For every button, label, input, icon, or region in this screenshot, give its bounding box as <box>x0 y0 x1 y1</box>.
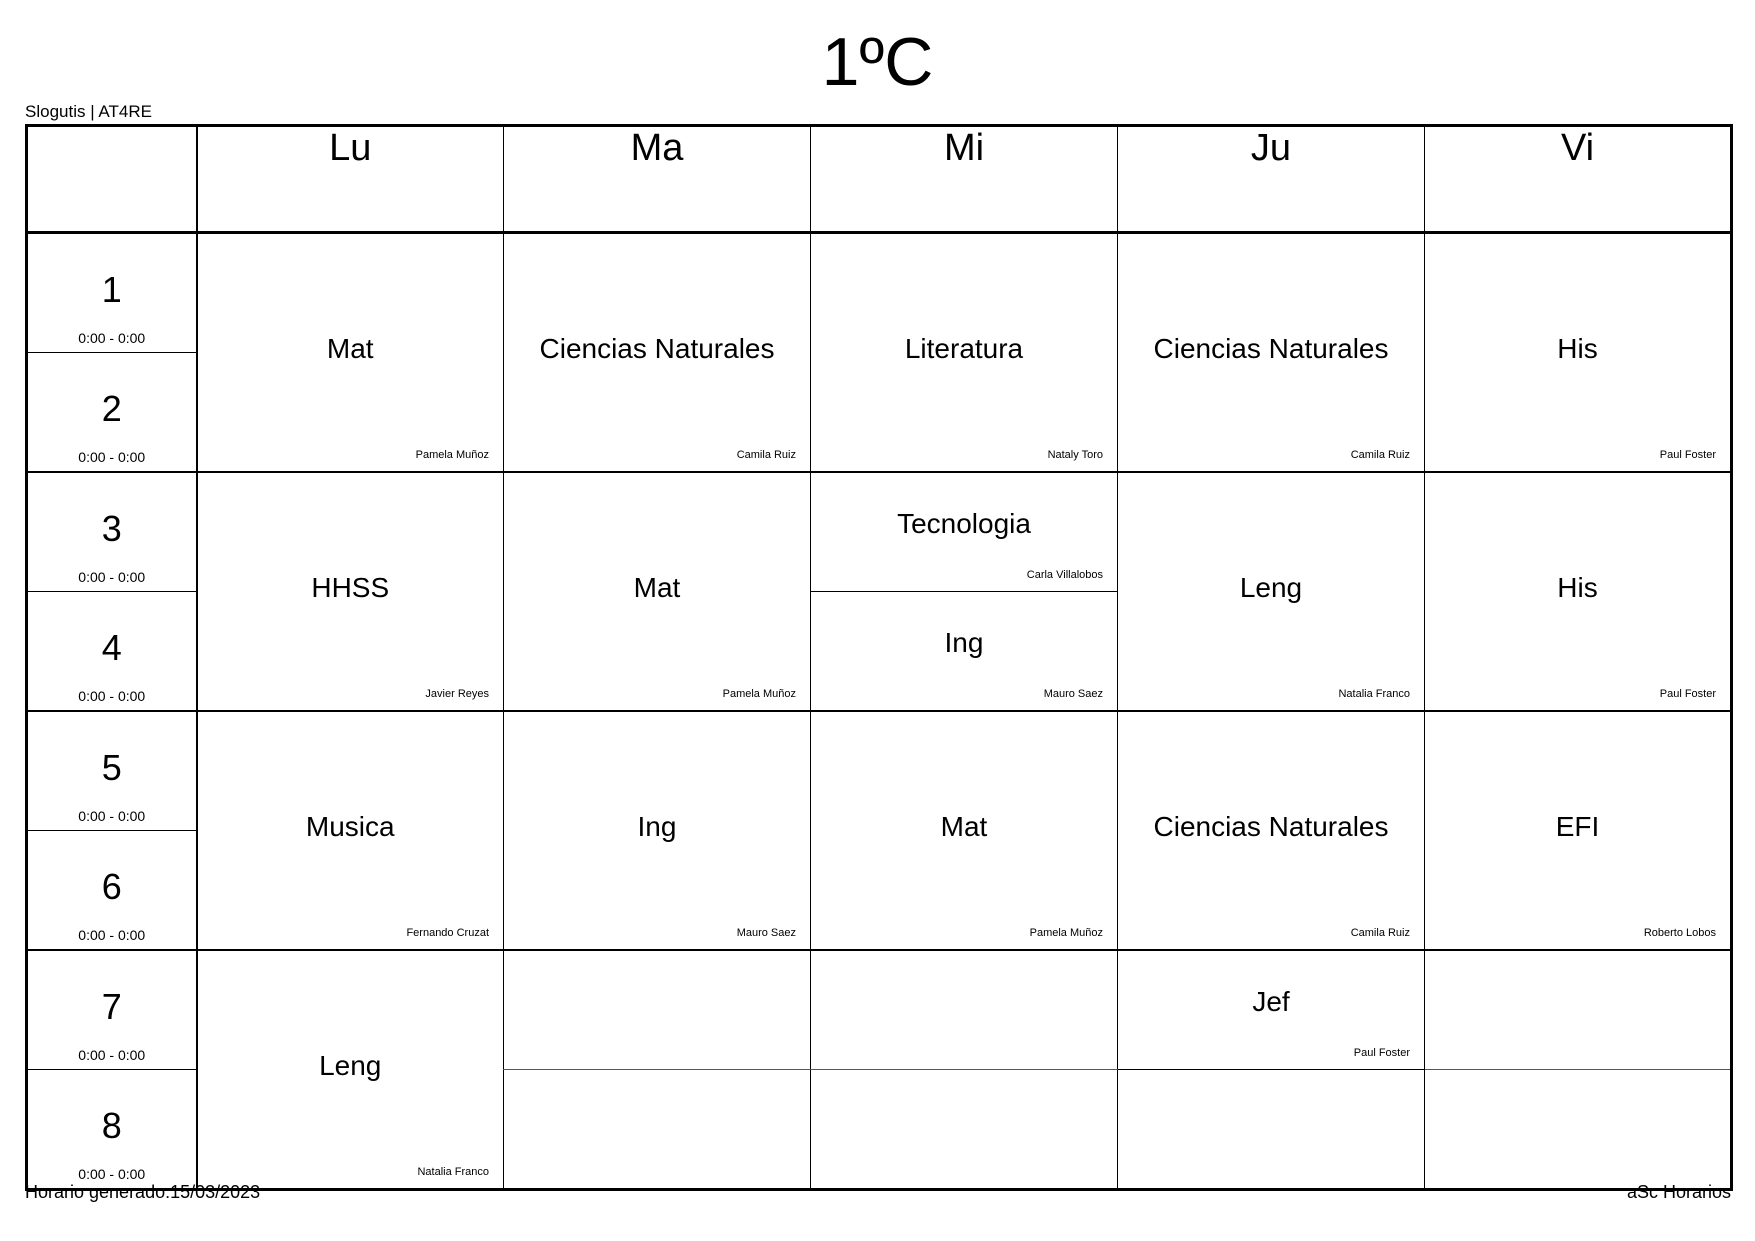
period-number: 4 <box>101 627 122 668</box>
period-time: 0:00 - 0:00 <box>78 1047 146 1063</box>
timetable <box>25 124 1733 1191</box>
lesson-subject: Ing <box>637 810 677 842</box>
lesson-cell-ma-56[interactable] <box>504 711 811 950</box>
period-time: 0:00 - 0:00 <box>78 330 146 346</box>
period-cell-1 <box>27 233 197 353</box>
lesson-cell-ma-34[interactable] <box>504 472 811 711</box>
lesson-teacher: Camila Ruiz <box>736 449 796 461</box>
lesson-teacher: Paul Foster <box>1353 1047 1410 1059</box>
period-number: 7 <box>101 986 122 1027</box>
period-cell-6 <box>27 831 197 951</box>
lesson-subject: Musica <box>305 810 395 842</box>
empty-cell-mi-8[interactable] <box>811 1070 1118 1190</box>
lesson-subject: Mat <box>326 332 374 364</box>
lesson-teacher: Camila Ruiz <box>1350 927 1410 939</box>
lesson-teacher: Paul Foster <box>1659 688 1716 700</box>
lesson-cell-ma-12[interactable] <box>504 233 811 473</box>
lesson-teacher: Paul Foster <box>1659 449 1716 461</box>
lesson-cell-vi-56[interactable] <box>1425 711 1732 950</box>
lesson-teacher: Roberto Lobos <box>1643 927 1716 939</box>
lesson-cell-lu-56[interactable] <box>197 711 504 950</box>
lesson-subject: HHSS <box>311 571 390 603</box>
day-header-vi: Vi <box>1425 126 1732 233</box>
lesson-cell-ju-56[interactable] <box>1118 711 1425 950</box>
school-label: Slogutis | AT4RE <box>25 102 152 121</box>
period-row <box>27 711 1732 831</box>
day-header-lu: Lu <box>197 126 504 233</box>
lesson-teacher: Mauro Saez <box>736 927 796 939</box>
lesson-cell-mi-12[interactable] <box>811 233 1118 473</box>
period-time: 0:00 - 0:00 <box>78 808 146 824</box>
lesson-cell-lu-78[interactable] <box>197 950 504 1190</box>
empty-cell-ma-8[interactable] <box>504 1070 811 1190</box>
lesson-subject: Jef <box>1252 986 1290 1017</box>
lesson-teacher: Pamela Muñoz <box>415 449 489 461</box>
lesson-subject: Ciencias Naturales <box>1153 332 1389 364</box>
period-number: 5 <box>101 747 122 788</box>
lesson-subject: EFI <box>1555 810 1600 842</box>
lesson-subject: Literatura <box>904 332 1024 364</box>
period-row <box>27 472 1732 592</box>
lesson-cell-lu-34[interactable] <box>197 472 504 711</box>
lesson-teacher: Natalia Franco <box>1338 688 1410 700</box>
period-number: 6 <box>101 866 122 907</box>
lesson-teacher: Mauro Saez <box>1043 688 1103 700</box>
lesson-subject: Ciencias Naturales <box>539 332 775 364</box>
day-header-ju: Ju <box>1118 126 1425 233</box>
period-number: 1 <box>101 269 122 310</box>
period-number: 2 <box>101 388 122 429</box>
period-row <box>27 233 1732 353</box>
lesson-teacher: Javier Reyes <box>425 688 489 700</box>
period-number: 8 <box>101 1105 122 1146</box>
lesson-teacher: Pamela Muñoz <box>1029 927 1103 939</box>
lesson-subject: His <box>1557 332 1598 364</box>
lesson-cell-ju-7[interactable] <box>1118 950 1425 1070</box>
empty-cell-ma-7[interactable] <box>504 950 811 1070</box>
lesson-subject: Mat <box>633 571 681 603</box>
page-title: 1ºC <box>821 24 934 100</box>
period-time: 0:00 - 0:00 <box>78 1166 146 1182</box>
lesson-subject: Ing <box>944 627 984 658</box>
period-number: 3 <box>101 508 122 549</box>
lesson-cell-mi-56[interactable] <box>811 711 1118 950</box>
lesson-cell-ju-34[interactable] <box>1118 472 1425 711</box>
lesson-teacher: Pamela Muñoz <box>722 688 796 700</box>
empty-cell-mi-7[interactable] <box>811 950 1118 1070</box>
period-time: 0:00 - 0:00 <box>78 569 146 585</box>
lesson-cell-vi-34[interactable] <box>1425 472 1732 711</box>
lesson-teacher: Fernando Cruzat <box>406 927 489 939</box>
lesson-teacher: Natalia Franco <box>417 1166 489 1178</box>
lesson-cell-lu-12[interactable] <box>197 233 504 473</box>
lesson-cell-mi-4[interactable] <box>811 592 1118 712</box>
lesson-subject: Leng <box>319 1049 382 1081</box>
lesson-teacher: Nataly Toro <box>1047 449 1103 461</box>
app-credit: aSc Horarios <box>1626 1182 1731 1202</box>
period-time: 0:00 - 0:00 <box>78 927 146 943</box>
period-time: 0:00 - 0:00 <box>78 449 146 465</box>
corner-cell <box>27 126 197 233</box>
period-cell-2 <box>27 353 197 473</box>
period-time: 0:00 - 0:00 <box>78 688 146 704</box>
lesson-subject: Mat <box>940 810 988 842</box>
day-header-row <box>27 126 1732 233</box>
period-cell-8 <box>27 1070 197 1190</box>
lesson-teacher: Camila Ruiz <box>1350 449 1410 461</box>
lesson-subject: Tecnologia <box>897 508 1031 539</box>
period-row <box>27 950 1732 1070</box>
generated-date: Horario generado:15/03/2023 <box>25 1182 261 1202</box>
period-cell-7 <box>27 950 197 1070</box>
lesson-cell-vi-12[interactable] <box>1425 233 1732 473</box>
lesson-subject: Ciencias Naturales <box>1153 810 1389 842</box>
day-header-ma: Ma <box>504 126 811 233</box>
period-cell-4 <box>27 592 197 712</box>
lesson-teacher: Carla Villalobos <box>1026 569 1103 581</box>
empty-cell-vi-7[interactable] <box>1425 950 1732 1070</box>
empty-cell-ju-8[interactable] <box>1118 1070 1425 1190</box>
lesson-subject: His <box>1557 571 1598 603</box>
lesson-cell-ju-12[interactable] <box>1118 233 1425 473</box>
period-cell-3 <box>27 472 197 592</box>
day-header-mi: Mi <box>811 126 1118 233</box>
empty-cell-vi-8[interactable] <box>1425 1070 1732 1190</box>
lesson-cell-mi-3[interactable] <box>811 472 1118 592</box>
period-cell-5 <box>27 711 197 831</box>
lesson-subject: Leng <box>1239 571 1303 603</box>
